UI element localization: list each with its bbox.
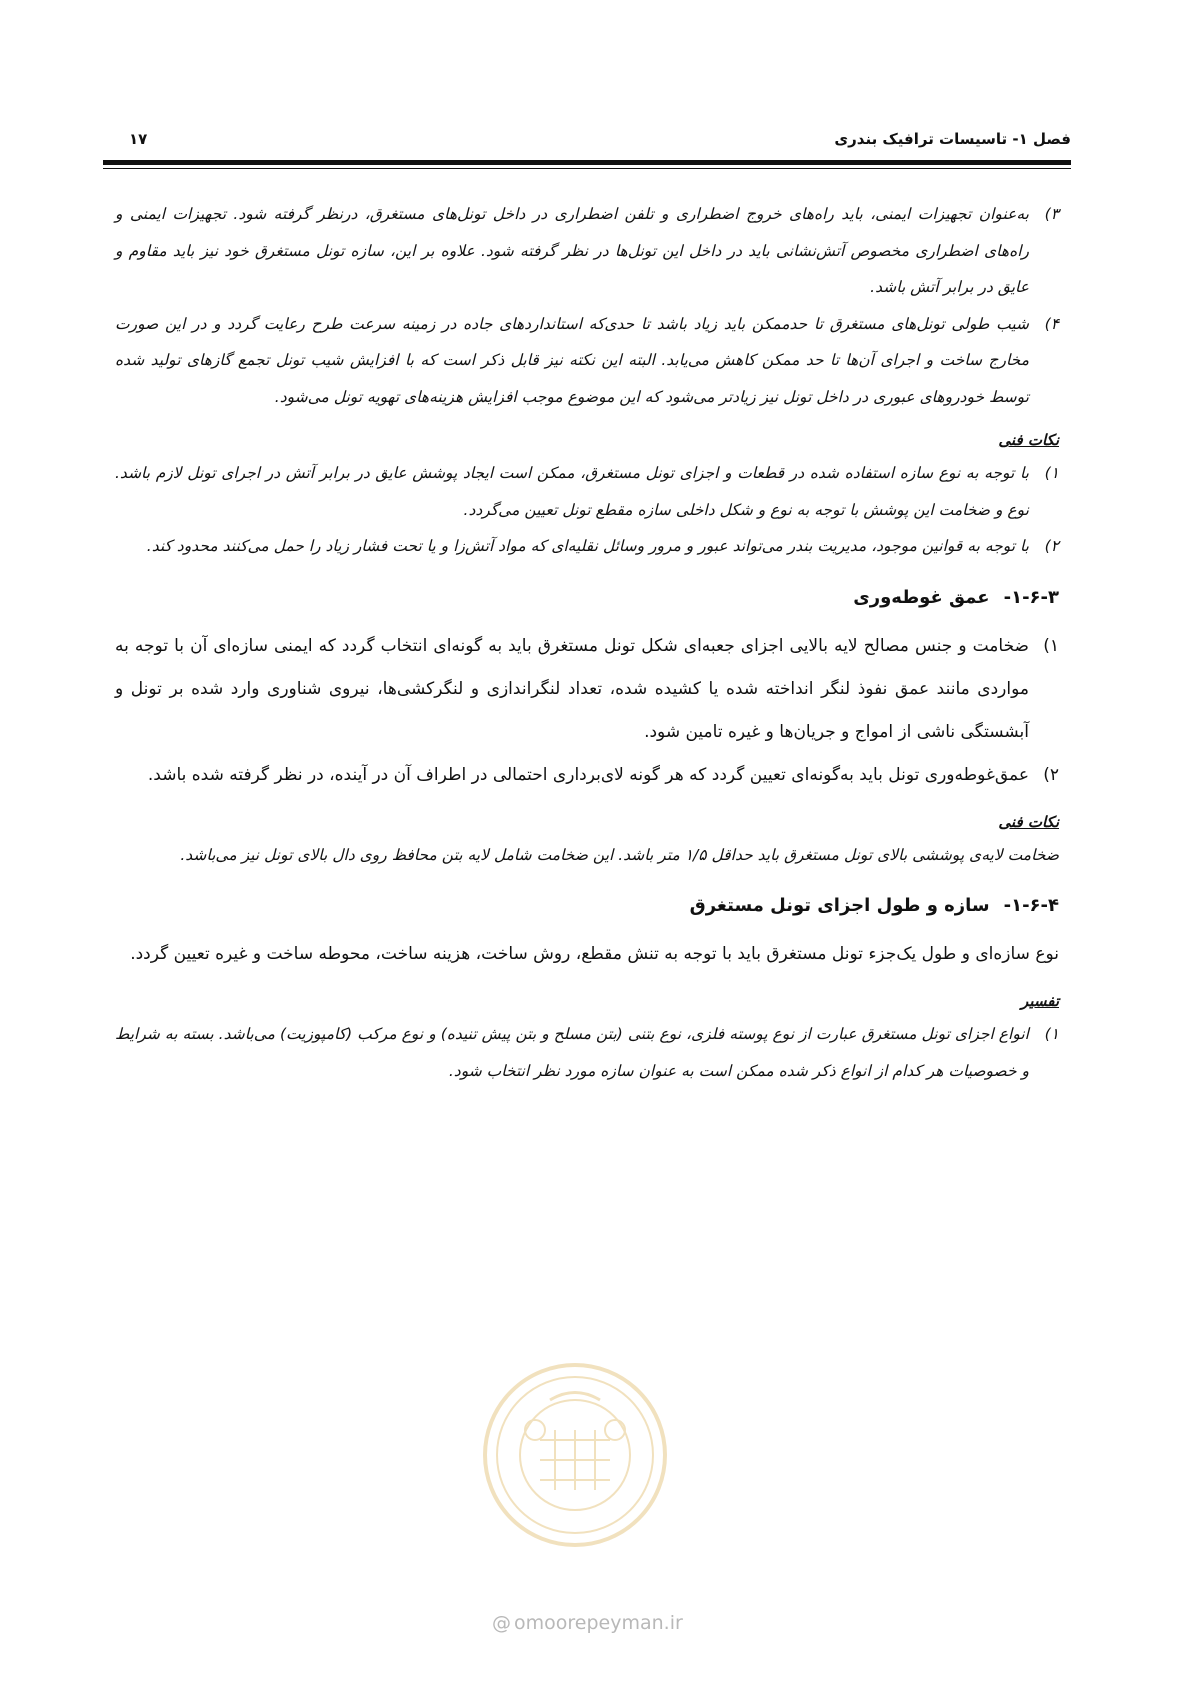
item-number: ۱)	[1044, 1025, 1059, 1043]
item-text: انواع اجزای تونل مستغرق عبارت از نوع پوسته فلزی، نوع بتنی (بتن مسلح و بتن پیش تنیده) و نوع مرکب (کامپوزیت) می‌باشد. بسته به شرایط و خصوصیات هر کدام از انواع ذکر شده ممکن است به عنوان سازه مورد نظر انتخاب شود.	[115, 1025, 1029, 1080]
section-title: سازه و طول اجزای تونل مستغرق	[689, 895, 990, 916]
item-text: شیب طولی تونل‌های مستغرق تا حدممکن باید زیاد باشد تا حدی‌که استانداردهای جاده در زمینه سرعت طرح رعایت گردد و در این صورت مخارج ساخت و اجرای آن‌ها تا حد ممکن کاهش می‌یابد. البته این نکته نیز قابل ذکر است که با افزایش شیب تونل تجمع گازهای تولید شده توسط خودروهای عبوری در داخل تونل نیز زیادتر می‌شود که این موضوع موجب افزایش هزینه‌های تهویه تونل می‌شود.	[115, 314, 1029, 406]
technical-notes-heading: نکات فنی	[998, 431, 1059, 449]
item-number: ۳)	[1044, 205, 1059, 223]
page-number: ۱۷	[129, 130, 148, 148]
watermark-seal-icon	[480, 1360, 670, 1550]
section-heading	[115, 889, 1059, 923]
note-paragraph: ضخامت لایه‌ی پوششی بالای تونل مستغرق باید حداقل ۱/۵ متر باشد. این ضخامت شامل لایه بتن محافظ روی دال بالای تونل نیز می‌باشد.	[180, 845, 1059, 864]
technical-notes-heading: نکات فنی	[998, 812, 1059, 831]
list-item	[115, 306, 1059, 416]
chapter-title: فصل ۱- تاسیسات ترافیک بندری	[834, 130, 1071, 148]
item-number: ۴)	[1044, 314, 1059, 333]
item-text: ضخامت و جنس مصالح لایه بالایی اجزای جعبه‌ای شکل تونل مستغرق باید به گونه‌ای انتخاب گردد که ایمنی سازه‌ای آن با توجه به مواردی مانند عمق نفوذ لنگر انداخته شده یا کشیده شده، تعداد لنگراندازی و لنگرکشی‌ها، نیروی شناوری وارد شده بر تونل و آبشستگی ناشی از امواج و جریان‌ها و غیره تامین شود.	[115, 635, 1029, 742]
header-rule-thick	[103, 160, 1071, 165]
item-number: ۱)	[1043, 635, 1059, 656]
section-heading	[115, 581, 1059, 615]
item-number: ۲)	[1044, 537, 1059, 555]
item-number: ۲)	[1043, 764, 1059, 785]
body-paragraph: نوع سازه‌ای و طول یک‌جزء تونل مستغرق باید با توجه به تنش مقطع، روش ساخت، هزینه ساخت، محوطه ساخت و غیره تعیین گردد.	[130, 944, 1059, 964]
list-item	[115, 1016, 1059, 1089]
page-header	[103, 130, 1071, 154]
list-item	[115, 455, 1059, 528]
list-item	[115, 625, 1059, 754]
watermark-text: omoorepeyman.ir	[514, 1612, 683, 1634]
section-number: ۱-۶-۳-	[1003, 586, 1059, 608]
item-number: ۱)	[1044, 464, 1059, 482]
interpretation-heading: تفسیر	[1021, 992, 1059, 1010]
list-item	[115, 196, 1059, 306]
list-item	[115, 528, 1059, 565]
item-text: به‌عنوان تجهیزات ایمنی، باید راه‌های خروج اضطراری و تلفن اضطراری در داخل تونل‌های مستغرق، درنظر گرفته شود. تجهیزات ایمنی و راه‌های اضطراری مخصوص آتش‌نشانی باید در داخل این تونل‌ها در نظر گرفته شود. علاوه بر این، سازه تونل مستغرق خود نیز باید مقاوم و عایق در برابر آتش باشد.	[115, 205, 1029, 296]
item-text: با توجه به نوع سازه استفاده شده در قطعات و اجزای تونل مستغرق، ممکن است ایجاد پوشش عایق در برابر آتش در اجرای تونل لازم باشد. نوع و ضخامت این پوشش با توجه به نوع و شکل داخلی سازه مقطع تونل تعیین می‌گردد.	[115, 464, 1029, 519]
header-rule-thin	[103, 168, 1071, 169]
watermark	[492, 1612, 683, 1634]
section-number: ۱-۶-۴-	[1003, 895, 1059, 916]
at-sign-icon: @	[492, 1612, 511, 1634]
item-text: عمق‌غوطه‌وری تونل باید به‌گونه‌ای تعیین گردد که هر گونه لای‌برداری احتمالی در اطراف آن در آینده، در نظر گرفته شده باشد.	[147, 764, 1029, 785]
section-title: عمق غوطه‌وری	[853, 586, 990, 608]
item-text: با توجه به قوانین موجود، مدیریت بندر می‌تواند عبور و مرور وسائل نقلیه‌ای که مواد آتش‌زا و یا تحت فشار زیاد را حمل می‌کنند محدود کند.	[146, 537, 1029, 555]
page-content	[115, 196, 1059, 1089]
list-item	[115, 754, 1059, 797]
